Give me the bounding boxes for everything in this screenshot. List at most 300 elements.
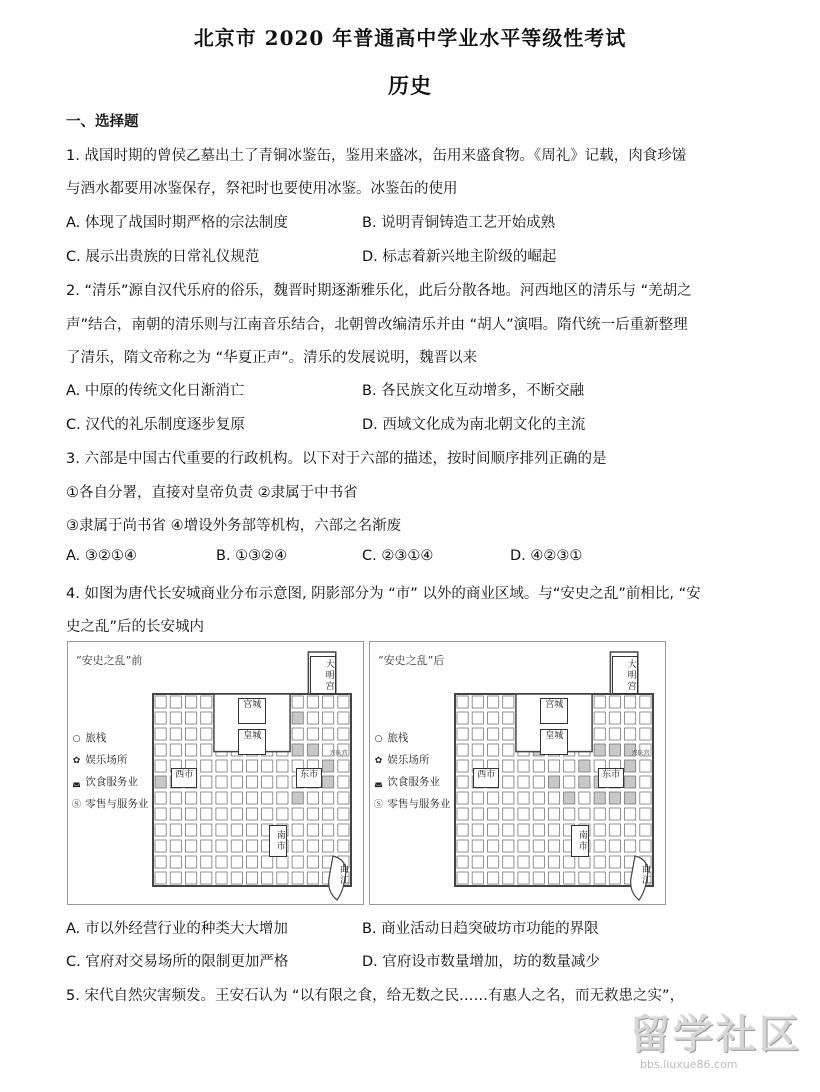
map-before-daming-label: 大明宫 [310, 656, 335, 694]
map-before-legend-label: 饮食服务业 [82, 776, 138, 788]
map-after-legend-item [373, 774, 440, 789]
map-after-ward-block [533, 824, 544, 836]
map-after-ward-block [625, 840, 636, 852]
map-before-ward-block [277, 808, 288, 820]
q1-option-b: B. 说明青铜铸造工艺开始成熟 [362, 215, 556, 231]
map-before-ward-block [201, 872, 212, 884]
map-before-ward-block [201, 728, 212, 740]
map-after-ward-block [640, 840, 651, 852]
q4-option-c: C. 官府对交易场所的限制更加严格 [66, 954, 289, 970]
map-before-ward-block [246, 760, 257, 772]
map-after-ward-block [609, 872, 620, 884]
map-after-ward-block [640, 824, 651, 836]
map-before-ward-block [186, 744, 197, 756]
map-before-ward-block [307, 712, 318, 724]
map-before-ward-block [186, 792, 197, 804]
map-before-ward-block [323, 728, 334, 740]
map-after-legend-label: 饮食服务业 [384, 776, 440, 788]
map-after-ward-block [548, 840, 559, 852]
map-before-ward-block [201, 776, 212, 788]
map-after-ward-block [609, 712, 620, 724]
map-after-ward-block [457, 824, 468, 836]
map-after-ward-block [518, 760, 529, 772]
map-after-ward-block [548, 808, 559, 820]
map-before-ward-block [231, 808, 242, 820]
map-after-ward-block [488, 792, 499, 804]
s-icon: Ⓢ [71, 800, 81, 810]
map-before-ward-block [338, 824, 349, 836]
map-before-ward-block [155, 760, 166, 772]
map-after-ward-block [564, 856, 575, 868]
map-before-ward-block [292, 728, 303, 740]
map-after-ward-block [457, 792, 468, 804]
map-after-ward-block [594, 744, 605, 756]
map-after-ward-block [548, 824, 559, 836]
map-before-ward-block [216, 808, 227, 820]
map-before-ward-block [231, 840, 242, 852]
map-before-palace-city-label: 宫城 [238, 698, 266, 724]
map-after-ward-block [579, 776, 590, 788]
map-before-ward-block [155, 808, 166, 820]
map-after-ward-block [533, 792, 544, 804]
map-before-ward-block [338, 792, 349, 804]
map-after-ward-block [503, 744, 514, 756]
map-before-ward-block [323, 808, 334, 820]
map-after-ward-block [518, 824, 529, 836]
map-before-ward-block [201, 696, 212, 708]
map-before-ward-block [201, 824, 212, 836]
bowl-icon: ◛ [374, 778, 383, 788]
map-after-ward-block [640, 760, 651, 772]
q2-option-a: A. 中原的传统文化日渐消亡 [66, 383, 245, 399]
map-before-ward-block [155, 728, 166, 740]
map-after-ward-block [640, 696, 651, 708]
map-after-ward-block [518, 840, 529, 852]
map-after-ward-block [488, 856, 499, 868]
map-before-ward-block [155, 840, 166, 852]
map-after-south-market-label: 南市 [571, 825, 589, 857]
map-after-ward-block [503, 712, 514, 724]
map-before-ward-block [292, 808, 303, 820]
map-after-ward-block [594, 872, 605, 884]
map-after-ward-block [594, 856, 605, 868]
map-before-ward-block [277, 872, 288, 884]
q2-option-c: C. 汉代的礼乐制度逐步复原 [66, 417, 245, 433]
q3-option-c: C. ②③①④ [362, 548, 434, 564]
map-after-ward-block [533, 776, 544, 788]
map-after-ward-block [609, 744, 620, 756]
map-after-ward-block [457, 728, 468, 740]
map-after-ward-block [609, 696, 620, 708]
q2-stem-line-2: 声”结合，南朝的清乐则与江南音乐结合，北朝曾改编清乐并由 “胡人”演唱。隋代统一后重新整理 [66, 317, 688, 333]
map-after-legend-item [373, 752, 429, 767]
map-before-ward-block [246, 824, 257, 836]
q1-option-d: D. 标志着新兴地主阶级的崛起 [362, 249, 557, 265]
map-before-ward-block [338, 808, 349, 820]
flower-icon: ✿ [72, 756, 81, 766]
q1-stem-line-1: 1. 战国时期的曾侯乙墓出土了青铜冰鉴缶，鉴用来盛冰，缶用来盛食物。《周礼》记载，肉食珍馐 [66, 148, 687, 164]
map-after-ward-block [625, 792, 636, 804]
map-before-ward-block [246, 776, 257, 788]
s-icon: Ⓢ [373, 800, 383, 810]
map-before-ward-block [155, 824, 166, 836]
map-after-ward-block [503, 872, 514, 884]
map-after-ward-block [503, 760, 514, 772]
map-after-ward-block [609, 808, 620, 820]
map-after-ward-block [518, 872, 529, 884]
map-after-legend-item [373, 796, 450, 811]
q4-stem-line-1: 4. 如图为唐代长安城商业分布示意图, 阴影部分为 “市” 以外的商业区域。与“安史之乱”前相比, “安 [66, 586, 701, 602]
map-after-ward-block [609, 840, 620, 852]
map-after-ward-block [594, 824, 605, 836]
map-after-legend-label: 旅栈 [384, 732, 409, 744]
map-after-ward-block [472, 792, 483, 804]
map-before-ward-block [277, 760, 288, 772]
map-before-ward-block [231, 776, 242, 788]
map-after-ward-block [488, 696, 499, 708]
map-after-ward-block [533, 840, 544, 852]
map-before-ward-block [216, 856, 227, 868]
map-after-ward-block [640, 808, 651, 820]
map-after-ward-block [503, 696, 514, 708]
map-after-title: “安史之乱”后 [378, 654, 445, 667]
map-after-ward-block [488, 728, 499, 740]
map-after-ward-block [564, 776, 575, 788]
map-before-ward-block [262, 792, 273, 804]
map-before-ward-block [246, 840, 257, 852]
map-before-ward-block [201, 792, 212, 804]
map-after-ward-block [503, 840, 514, 852]
map-after-ward-block [609, 856, 620, 868]
map-after-ward-block [457, 776, 468, 788]
map-after-ward-block [503, 728, 514, 740]
map-after-ward-block [472, 808, 483, 820]
map-after-ward-block [518, 808, 529, 820]
map-before-ward-block [246, 856, 257, 868]
map-before-ward-block [292, 792, 303, 804]
map-after-ward-block [518, 792, 529, 804]
map-before-ward-block [170, 840, 181, 852]
map-before-ward-block [216, 760, 227, 772]
map-after-legend-label: 娱乐场所 [384, 754, 430, 766]
map-after-ward-block [640, 792, 651, 804]
map-before-ward-block [307, 744, 318, 756]
map-after-ward-block [472, 840, 483, 852]
map-before-ward-block [323, 712, 334, 724]
q1-option-a: A. 体现了战国时期严格的宗法制度 [66, 215, 288, 231]
map-before-ward-block [307, 824, 318, 836]
map-before-ward-block [170, 728, 181, 740]
map-before-ward-block [323, 760, 334, 772]
map-after-ward-block [533, 808, 544, 820]
map-before-ward-block [216, 776, 227, 788]
map-before-south-market-label: 南市 [269, 825, 287, 857]
map-before-ward-block [231, 792, 242, 804]
map-after-ward-block [640, 712, 651, 724]
map-before-rebellion [67, 641, 364, 905]
map-after-ward-block [579, 760, 590, 772]
map-after-ward-block [579, 792, 590, 804]
map-before-ward-block [170, 872, 181, 884]
map-after-ward-block [640, 728, 651, 740]
map-before-ward-block [231, 760, 242, 772]
map-after-ward-block [472, 696, 483, 708]
map-after-ward-block [457, 872, 468, 884]
map-after-ward-block [503, 808, 514, 820]
map-after-ward-block [503, 856, 514, 868]
map-before-ward-block [307, 872, 318, 884]
map-after-ward-block [457, 712, 468, 724]
map-before-ward-block [170, 712, 181, 724]
q2-stem-line-3: 了清乐，隋文帝称之为 “华夏正声”。清乐的发展说明，魏晋以来 [66, 350, 478, 366]
q1-option-c: C. 展示出贵族的日常礼仪规范 [66, 249, 260, 265]
map-before-ward-block [231, 824, 242, 836]
q4-option-a: A. 市以外经营行业的种类大大增加 [66, 921, 288, 937]
map-before-east-market-label: 东市 [296, 768, 322, 788]
map-after-ward-block [548, 760, 559, 772]
bowl-icon: ◛ [72, 778, 81, 788]
map-before-ward-block [186, 856, 197, 868]
map-before-title: “安史之乱”前 [76, 654, 143, 667]
map-before-ward-block [292, 824, 303, 836]
map-before-legend-label: 娱乐场所 [82, 754, 128, 766]
map-after-legend-item [373, 730, 408, 745]
map-after-ward-block [579, 872, 590, 884]
map-after-ward-block [625, 728, 636, 740]
map-after-ward-block [503, 776, 514, 788]
map-before-ward-block [216, 824, 227, 836]
map-before-ward-block [186, 840, 197, 852]
map-after-ward-block [457, 840, 468, 852]
map-after-ward-block [594, 792, 605, 804]
map-after-ward-block [625, 696, 636, 708]
map-after-palace-city-label: 宫城 [540, 698, 568, 724]
map-before-ward-block [246, 872, 257, 884]
q3-option-a: A. ③②①④ [66, 548, 137, 564]
map-before-ward-block [307, 808, 318, 820]
map-after-ward-block [488, 744, 499, 756]
map-before-ward-block [170, 744, 181, 756]
map-before-ward-block [246, 808, 257, 820]
map-after-daming-label: 大明宫 [612, 656, 637, 694]
map-before-ward-block [292, 712, 303, 724]
map-after-ward-block [503, 792, 514, 804]
q5-stem-line-1: 5. 宋代自然灾害频发。王安石认为 “以有限之食，给无数之民……有惠人之名，而无救患之实”， [66, 988, 685, 1004]
map-before-ward-block [292, 840, 303, 852]
map-after-ward-block [579, 808, 590, 820]
circle-icon: ○ [374, 734, 383, 744]
map-before-ward-block [292, 744, 303, 756]
map-after-ward-block [609, 728, 620, 740]
circle-icon: ○ [72, 734, 81, 744]
map-before-ward-block [170, 824, 181, 836]
map-after-ward-block [533, 760, 544, 772]
map-before-ward-block [155, 792, 166, 804]
q3-stem-line-1: 3. 六部是中国古代重要的行政机构。以下对于六部的描述，按时间顺序排列正确的是 [66, 451, 607, 467]
map-after-ward-block [472, 728, 483, 740]
map-after-ward-block [488, 808, 499, 820]
map-after-ward-block [579, 856, 590, 868]
map-after-ward-block [564, 808, 575, 820]
map-after-ward-block [609, 792, 620, 804]
map-before-ward-block [277, 776, 288, 788]
map-after-ward-block [488, 824, 499, 836]
map-before-ward-block [262, 760, 273, 772]
map-before-ward-block [216, 872, 227, 884]
map-before-ward-block [338, 760, 349, 772]
map-before-legend-item [71, 774, 138, 789]
map-after-ward-block [457, 760, 468, 772]
map-before-ward-block [338, 712, 349, 724]
map-before-ward-block [186, 872, 197, 884]
map-after-ward-block [518, 856, 529, 868]
map-before-ward-block [292, 696, 303, 708]
section-heading: 一、选择题 [66, 114, 139, 130]
site-watermark [630, 1012, 815, 1084]
map-before-ward-block [170, 808, 181, 820]
map-after-ward-block [457, 856, 468, 868]
map-after-ward-block [457, 744, 468, 756]
map-before-ward-block [338, 728, 349, 740]
q3-option-b: B. ①③②④ [216, 548, 288, 564]
map-before-ward-block [246, 792, 257, 804]
q3-option-d: D. ④②③① [510, 548, 583, 564]
map-before-legend-item [71, 752, 127, 767]
map-after-ward-block [488, 840, 499, 852]
map-before-legend-item [71, 730, 106, 745]
map-after-ward-block [472, 744, 483, 756]
map-before-ward-block [307, 696, 318, 708]
map-before-ward-block [201, 760, 212, 772]
map-after-ward-block [533, 856, 544, 868]
q4-option-b: B. 商业活动日趋突破坊市功能的界限 [362, 921, 599, 937]
map-after-ward-block [518, 776, 529, 788]
map-after-ward-block [548, 792, 559, 804]
map-before-ward-block [338, 840, 349, 852]
map-before-ward-block [155, 712, 166, 724]
map-before-ward-block [323, 776, 334, 788]
map-before-ward-block [277, 792, 288, 804]
map-before-ward-block [307, 856, 318, 868]
map-before-ward-block [201, 808, 212, 820]
map-after-ward-block [625, 808, 636, 820]
flower-icon: ✿ [374, 756, 383, 766]
map-before-ward-block [186, 728, 197, 740]
map-before-ward-block [186, 696, 197, 708]
map-after-ward-block [594, 840, 605, 852]
map-after-ward-block [609, 824, 620, 836]
q3-stem-line-3: ③隶属于尚书省 ④增设外务部等机构，六部之名渐废 [66, 518, 402, 534]
map-before-ward-block [201, 712, 212, 724]
map-after-ward-block [472, 856, 483, 868]
map-before-ward-block [155, 776, 166, 788]
map-before-ward-block [338, 696, 349, 708]
map-after-rebellion [369, 641, 666, 905]
map-after-ward-block [548, 872, 559, 884]
map-after-ward-block [594, 712, 605, 724]
map-before-ward-block [170, 696, 181, 708]
map-before-ward-block [216, 840, 227, 852]
q2-option-d: D. 西域文化成为南北朝文化的主流 [362, 417, 586, 433]
map-before-ward-block [201, 856, 212, 868]
map-before-ward-block [231, 856, 242, 868]
map-before-legend-label: 零售与服务业 [82, 798, 149, 810]
map-before-ward-block [338, 776, 349, 788]
q4-stem-line-2: 史之乱”后的长安城内 [66, 619, 205, 635]
map-after-ward-block [564, 792, 575, 804]
map-before-ward-block [292, 872, 303, 884]
map-before-ward-block [155, 696, 166, 708]
map-before-ward-block [307, 840, 318, 852]
map-after-ward-block [472, 872, 483, 884]
map-before-ward-block [201, 744, 212, 756]
watermark-url: bbs.liuxue86.com [640, 1058, 738, 1071]
map-after-ward-block [625, 712, 636, 724]
map-before-ward-block [170, 792, 181, 804]
map-after-ward-block [472, 712, 483, 724]
document-title: 北京市 2020 年普通高中学业水平等级性考试 [193, 26, 627, 50]
map-before-legend-label: 旅栈 [82, 732, 107, 744]
map-after-ward-block [625, 824, 636, 836]
map-after-ward-block [594, 696, 605, 708]
map-before-ward-block [201, 840, 212, 852]
map-before-ward-block [155, 744, 166, 756]
watermark-logo-text: 留学社区 [630, 1012, 802, 1058]
map-before-ward-block [262, 856, 273, 868]
map-before-ward-block [186, 824, 197, 836]
map-before-ward-block [292, 856, 303, 868]
map-after-ward-block [594, 808, 605, 820]
map-after-east-market-label: 东市 [598, 768, 624, 788]
map-after-ward-block [457, 808, 468, 820]
map-before-ward-block [307, 728, 318, 740]
map-after-qujiang-label: 曲江 [640, 864, 650, 886]
map-after-ward-block [625, 776, 636, 788]
map-before-ward-block [323, 792, 334, 804]
map-before-ward-block [262, 872, 273, 884]
q3-stem-line-2: ①各自分署，直接对皇帝负责 ②隶属于中书省 [66, 485, 358, 501]
map-after-xingqing-label: 兴庆宫 [631, 750, 650, 758]
map-after-ward-block [625, 760, 636, 772]
map-before-ward-block [307, 792, 318, 804]
map-before-west-market-label: 西市 [171, 768, 197, 788]
map-before-ward-block [155, 856, 166, 868]
map-before-ward-block [262, 776, 273, 788]
map-before-legend-item [71, 796, 148, 811]
map-after-ward-block [488, 872, 499, 884]
map-after-ward-block [488, 712, 499, 724]
map-after-ward-block [457, 696, 468, 708]
q2-option-b: B. 各民族文化互动增多，不断交融 [362, 383, 585, 399]
map-after-ward-block [564, 872, 575, 884]
q1-stem-line-2: 与酒水都要用冰鉴保存，祭祀时也要使用冰鉴。冰鉴缶的使用 [66, 181, 458, 197]
map-before-ward-block [170, 856, 181, 868]
map-before-ward-block [323, 840, 334, 852]
map-after-ward-block [503, 824, 514, 836]
map-before-qujiang-label: 曲江 [338, 864, 348, 886]
map-before-imperial-city-label: 皇城 [238, 729, 266, 755]
q4-option-d: D. 官府设市数量增加，坊的数量减少 [362, 954, 600, 970]
q2-stem-line-1: 2. “清乐”源自汉代乐府的俗乐，魏晋时期逐渐雅乐化，此后分散各地。河西地区的清乐与 “羌胡之 [66, 283, 692, 299]
map-after-imperial-city-label: 皇城 [540, 729, 568, 755]
map-before-ward-block [186, 808, 197, 820]
map-after-ward-block [594, 728, 605, 740]
map-after-ward-block [548, 856, 559, 868]
map-after-ward-block [472, 824, 483, 836]
map-after-ward-block [640, 776, 651, 788]
map-before-ward-block [155, 872, 166, 884]
map-before-xingqing-label: 兴庆宫 [329, 750, 348, 758]
